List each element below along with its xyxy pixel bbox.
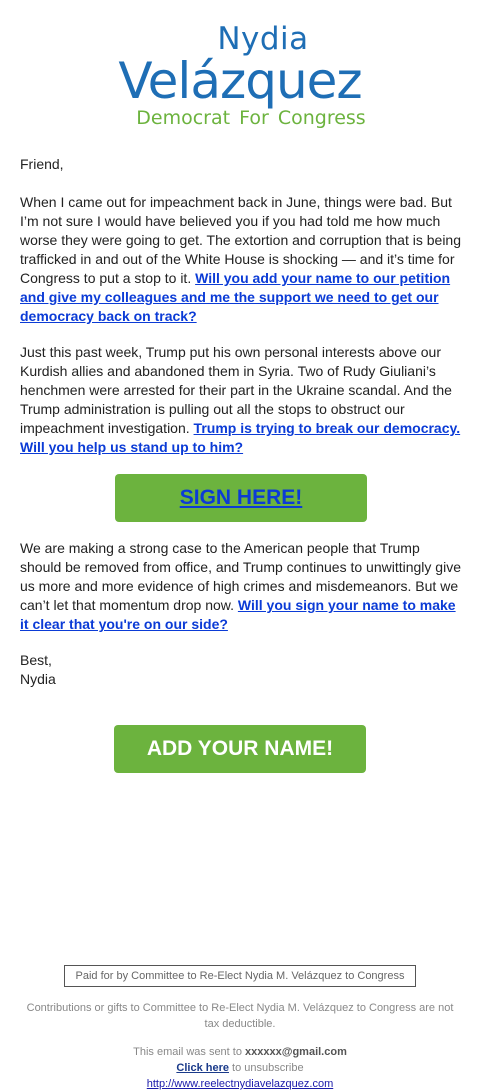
email-footer [0,1044,480,1092]
sent-prefix: This email was sent to [133,1046,246,1058]
stand-up-link[interactable]: Trump is trying to break our democracy. Will you help us stand up to him? [20,420,461,455]
paragraph-momentum [20,539,462,634]
signature: Nydia [20,671,56,687]
petition-link[interactable]: Will you add your name to our petition and give my colleagues and me the support we need to get our democracy back on track? [20,270,451,324]
paid-for-disclaimer: Paid for by Committee to Re-Elect Nydia M. Velázquez to Congress [64,965,416,987]
unsubscribe-suffix: to unsubscribe [228,1062,304,1074]
greeting: Friend, [20,156,64,172]
paragraph-syria [20,343,462,457]
logo-tagline: Democrat For Congress [136,107,366,129]
tax-disclaimer: Contributions or gifts to Committee to Re-Elect Nydia M. Velázquez to Congress are not tax deductible. [26,1002,454,1030]
email-body [20,155,462,706]
paragraph-text: When I came out for impeachment back in June, things were bad. But I’m not sure I would have believed you if you had told me how much worse they were going to get. The extortion and corruption that is being trafficked in and out of the White House is shocking — and it’s time for Congress to put a stop to it. [20,194,462,286]
recipient-email: xxxxxx@gmail.com [245,1046,347,1058]
sign-button-wrap [20,474,462,522]
website-link[interactable]: http://www.reelectnydiavelazquez.com [146,1078,334,1090]
signoff-block [20,651,462,689]
signoff: Best, [20,652,52,668]
sign-here-button[interactable]: SIGN HERE! [115,474,367,522]
paragraph-text: We are making a strong case to the American people that Trump should be removed from office, and Trump continues to unwittingly give us more and more evidence of high crimes and misdemeanors. But we can’t let that momentum drop now. [20,540,461,613]
paragraph-impeachment [20,193,462,326]
add-name-button-wrap [114,725,366,773]
sign-name-link[interactable]: Will you sign your name to make it clear that you're on our side? [20,597,456,632]
logo-last-name: Velázquez [118,52,362,110]
paragraph-text: Just this past week, Trump put his own personal interests above our Kurdish allies and abandoned them in Syria. Two of Rudy Giuliani’s henchmen were arrested for their part in the Ukraine scandal. And the Trump administration is pulling out all the stops to obstruct our impeachment investigation. [20,344,452,436]
logo-first-name: Nydia [217,21,309,57]
unsubscribe-link[interactable]: Click here [176,1062,229,1074]
campaign-logo [0,18,480,136]
add-your-name-button[interactable]: ADD YOUR NAME! [114,725,366,773]
